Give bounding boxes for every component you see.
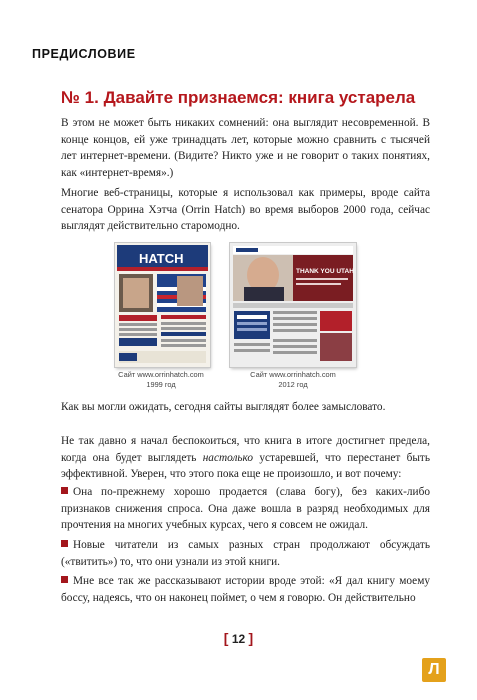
caption-2012: [233, 370, 353, 390]
caption-2012-line-1: Сайт www.orrinhatch.com: [250, 370, 336, 379]
bullet-square-icon: [61, 576, 68, 583]
paragraph-1: В этом не может быть никаких сомнений: она выглядит несовременной. В конце концов, ей уже тринадцать лет, которые можно сравнить с тысячей лет интернет-времени. (Видите? Никто уже и не говорит о таких понятиях, как «интернет-время».): [61, 117, 430, 179]
bullet-item-2: [61, 537, 430, 570]
bullet-text-3: Мне все так же рассказывают истории вроде этой: «Я дал книгу моему боссу, надеясь, что он наконец поймет, о чем я говорю. Он действительно: [61, 575, 430, 604]
right-banner-text: THANK YOU UTAH: [296, 268, 354, 275]
publisher-logo-icon: Л: [422, 658, 446, 682]
screenshot-1999-image: [115, 243, 210, 367]
right-bracket-icon: ]: [248, 630, 254, 646]
paragraph-3: Как вы могли ожидать, сегодня сайты выглядят более замысловато.: [61, 401, 386, 413]
page-number: [0, 630, 477, 646]
bullet-text-2: Новые читатели из самых разных стран продолжают обсуждать («твитить») то, что они узнали из этой книги.: [61, 539, 430, 568]
page-number-value: 12: [231, 632, 246, 646]
screenshot-1999: [115, 243, 210, 367]
section-heading: № 1. Давайте признаемся: книга устарела: [61, 88, 416, 107]
bullet-text-1: Она по-прежнему хорошо продается (слава богу), без каких-либо признаков снижения спроса. Она даже вошла в разряд необходимых для прочтения на многих учебных курсах, чего я совсем не ожидал.: [61, 486, 430, 532]
caption-1999-line-2: 1999 год: [146, 380, 176, 389]
running-header: ПРЕДИСЛОВИЕ: [32, 47, 136, 61]
screenshot-2012-image: [230, 243, 356, 367]
left-banner-text: HATCH: [139, 251, 184, 266]
paragraph-2: Многие веб-страницы, которые я использовал как примеры, вроде сайта сенатора Оррина Хэтча (Orrin Hatch) во время выборов 2000 года, сейчас выглядят действительно старомодно.: [61, 187, 430, 233]
screenshot-2012: [230, 243, 356, 367]
paragraph-4-emphasis: настолько: [202, 451, 254, 464]
paragraph-4-end: устаревшей, что перестанет быть эффективной. Уверен, что этого пока еще не произошло, и вот почему:: [61, 451, 431, 481]
bullet-item-1: [61, 484, 430, 534]
bullet-square-icon: [61, 540, 68, 547]
caption-2012-line-2: 2012 год: [278, 380, 308, 389]
paragraph-4-start: Не так давно я начал беспокоиться, что книга в итоге достигнет предела, когда она будет выглядеть: [61, 435, 430, 464]
caption-1999-line-1: Сайт www.orrinhatch.com: [118, 370, 204, 379]
paragraph-4: [61, 433, 430, 483]
caption-1999: [101, 370, 221, 390]
bullet-item-3: [61, 573, 430, 606]
bullet-square-icon: [61, 487, 68, 494]
left-bracket-icon: [: [223, 630, 229, 646]
